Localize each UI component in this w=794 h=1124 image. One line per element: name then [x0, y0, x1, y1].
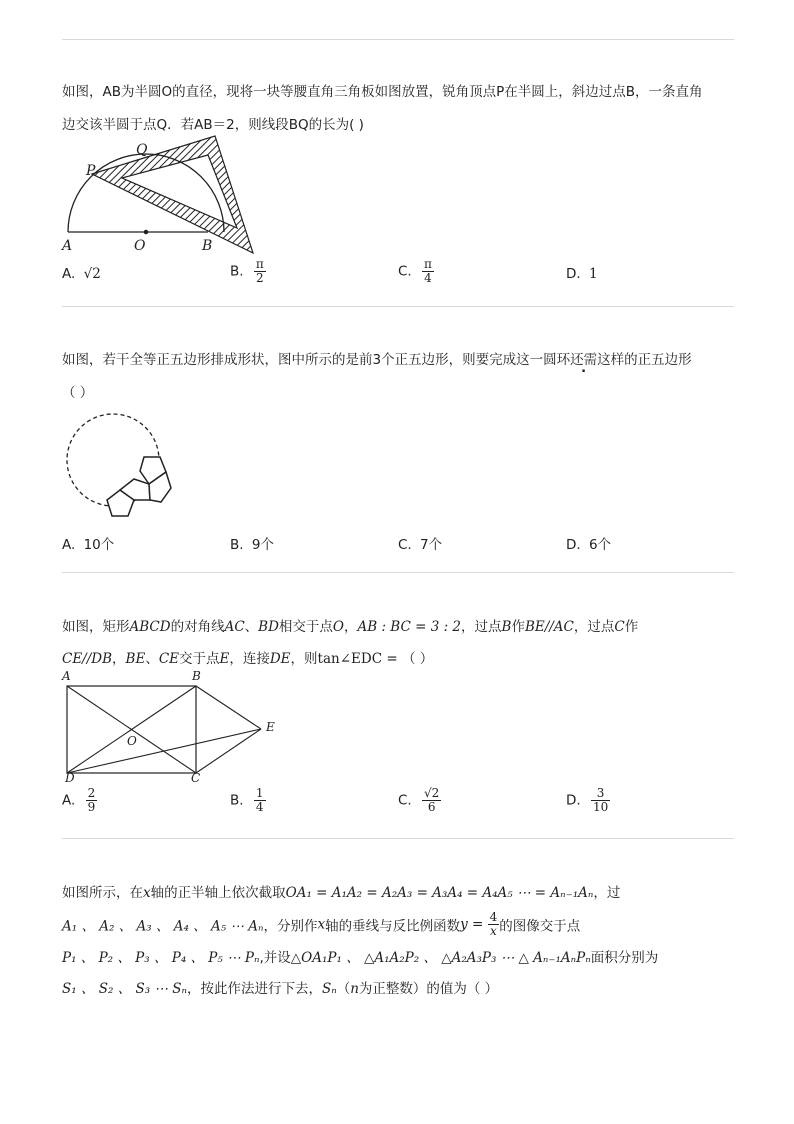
q4-math: Sₙ [321, 981, 337, 997]
q2-text-line1 [62, 348, 692, 368]
q2-text-line2: （ ） [62, 385, 94, 401]
option-value: 10个 [83, 537, 115, 553]
q3-text: 、 [244, 619, 259, 635]
fraction-denominator: 10 [592, 800, 609, 814]
q4-text-line3 [62, 946, 658, 966]
q3-math: AC [224, 619, 245, 635]
q4-text: ，过 [593, 885, 621, 901]
q3-label-A: A [62, 669, 71, 683]
q4-text: 轴的正半轴上依次截取 [150, 885, 286, 901]
q3-text: ，则 [290, 651, 318, 667]
q3-text-line2 [62, 647, 433, 667]
fraction-denominator: 4 [424, 271, 432, 285]
q3-text: ，过点 [461, 619, 502, 635]
q4-text: 轴的垂线与反比例函数 [325, 918, 461, 935]
fraction-numerator: 2 [87, 786, 96, 800]
q3-math: BD [258, 619, 279, 635]
q4-math: OA₁ = A₁A₂ = A₂A₃ = A₃A₄ = A₄A₅ ⋯ = Aₙ₋₁Aₙ [285, 885, 594, 901]
fraction-denominator: x [490, 924, 497, 938]
option-value: 7个 [420, 537, 443, 553]
option-letter: D. [566, 266, 581, 282]
fraction-numerator: √2 [424, 786, 440, 800]
q3-segment-ce [196, 729, 261, 773]
q1-label-A: A [62, 238, 73, 254]
q3-text-line1 [62, 615, 638, 635]
fraction-numerator: 3 [591, 787, 610, 801]
fraction-denominator: 2 [255, 271, 264, 285]
q2-emphasis: 还需 [570, 352, 598, 368]
option-letter: A. [62, 266, 76, 282]
q3-segment-be [196, 686, 261, 729]
q4-math: y = [460, 916, 488, 933]
q3-label-D: D [65, 771, 75, 785]
q3-text: 如图，矩形 [62, 619, 130, 635]
q1-option-a[interactable] [62, 266, 101, 282]
q3-figure [60, 680, 280, 780]
q3-math: E [219, 651, 230, 667]
option-letter: A. [62, 792, 76, 809]
q3-label-O: O [127, 734, 137, 748]
q4-text: 面积分别为 [590, 950, 659, 966]
q3-math: B [501, 619, 512, 635]
q1-figure [60, 132, 265, 257]
q3-option-a[interactable] [62, 787, 97, 814]
q1-center-dot [144, 230, 149, 235]
option-letter: B. [230, 263, 244, 280]
q3-option-c[interactable] [398, 787, 441, 814]
option-letter: C. [398, 537, 412, 553]
divider-q2 [62, 572, 734, 573]
q1-label-P: P [86, 163, 96, 179]
q2-option-b[interactable] [230, 533, 274, 553]
q4-math: P₁ 、 P₂ 、 P₃ 、 P₄ 、 P₅ ⋯ Pₙ [62, 950, 260, 966]
q4-text: 如图所示，在 [62, 885, 143, 901]
q2-text: 如图，若干全等正五边形排成形状，图中所示的是前3个正五边形，则要完成这一圆环 [62, 352, 571, 368]
q3-text: ， [344, 619, 358, 635]
q4-text: 为正整数）的值为（ ） [358, 981, 499, 997]
q2-figure [60, 410, 180, 525]
fraction-denominator: 4 [255, 800, 264, 814]
option-fraction [422, 258, 434, 285]
q1-text-line2: 边交该半圆于点Q．若AB＝2，则线段BQ的长为( ) [62, 117, 364, 133]
fraction-numerator: 4 [489, 910, 498, 924]
q3-text: 交于点 [179, 651, 220, 667]
q3-text: （ ） [401, 651, 434, 667]
q3-math: C [614, 619, 625, 635]
q3-text: ，连接 [229, 651, 270, 667]
q3-math: AB : BC = 3 : 2 [357, 619, 462, 635]
q2-option-c[interactable] [398, 533, 442, 553]
q3-text: 的对角线 [170, 619, 225, 635]
q3-segment-de [67, 729, 261, 773]
option-value: 9个 [251, 537, 274, 553]
q4-math: S₁ 、 S₂ 、 S₃ ⋯ Sₙ [62, 981, 187, 997]
q4-math: n [350, 981, 359, 997]
q2-option-d[interactable] [566, 533, 611, 553]
fraction-numerator: π [424, 257, 432, 271]
q3-option-d[interactable] [566, 787, 610, 814]
q4-text-line2 [62, 911, 580, 938]
option-letter: D. [566, 537, 581, 553]
divider-q1 [62, 306, 734, 307]
q3-math: CE//DB [62, 651, 113, 667]
option-value: 1 [588, 266, 598, 282]
q3-option-b[interactable] [230, 787, 266, 814]
q1-option-d[interactable] [566, 266, 598, 282]
q3-text: 作 [624, 619, 639, 635]
q4-text: ,并设 [259, 950, 291, 966]
q4-math: x [143, 885, 151, 901]
q1-text-line1: 如图，AB为半圆O的直径，现将一块等腰直角三角板如图放置，锐角顶点P在半圆上，斜边过点B，一条直角 [62, 84, 703, 100]
q4-text: ，按此作法进行下去， [186, 981, 322, 997]
option-letter: A. [62, 537, 76, 553]
q3-math: ABCD [129, 619, 171, 635]
q4-text: （ [336, 981, 351, 997]
option-letter: C. [398, 263, 412, 280]
q3-math: BE//AC [524, 619, 574, 635]
q3-text: ，过点 [573, 619, 615, 635]
q3-math: tan∠EDC = [317, 651, 402, 667]
q1-option-c[interactable] [398, 258, 434, 285]
fraction-numerator: 1 [255, 786, 264, 800]
option-fraction [591, 787, 610, 814]
option-fraction [254, 787, 266, 814]
q4-fraction [488, 911, 500, 938]
option-value: 6个 [588, 537, 612, 553]
q2-text: 这样的正五边形 [597, 352, 692, 368]
q4-math: x [317, 916, 326, 933]
option-letter: C. [398, 792, 412, 809]
q4-text-line1 [62, 881, 620, 901]
q3-math: BE [125, 651, 146, 667]
option-letter: B. [230, 537, 244, 553]
divider-q3 [62, 838, 734, 839]
q3-text: 、 [145, 651, 159, 667]
q3-label-E: E [266, 720, 275, 734]
option-fraction [422, 787, 441, 814]
q4-text: ，分别作 [263, 918, 318, 935]
q3-label-B: B [192, 669, 201, 683]
fraction-denominator: 9 [87, 800, 96, 814]
q3-math: CE [158, 651, 179, 667]
q4-math: A₁ 、 A₂ 、 A₃ 、 A₄ 、 A₅ ⋯ Aₙ [62, 918, 264, 935]
divider-top [62, 39, 734, 40]
q3-label-C: C [191, 771, 201, 785]
fraction-numerator: π [255, 257, 264, 271]
q1-set-square [92, 136, 253, 253]
option-letter: D. [566, 792, 581, 809]
q4-math: △OA₁P₁ 、 △A₁A₂P₂ 、 △A₂A₃P₃ ⋯ △ Aₙ₋₁AₙPₙ [290, 950, 591, 966]
q3-math: DE [269, 651, 291, 667]
option-fraction [86, 787, 98, 814]
option-fraction [254, 258, 266, 285]
option-letter: B. [230, 792, 244, 809]
q1-label-O: O [134, 238, 146, 254]
q3-text: 相交于点 [278, 619, 333, 635]
q3-math: O [332, 619, 344, 635]
q1-label-Q: Q [136, 142, 148, 158]
q4-text-line4 [62, 977, 498, 997]
q2-option-a[interactable] [62, 533, 114, 553]
q1-option-b[interactable] [230, 258, 266, 285]
q1-label-B: B [202, 238, 213, 254]
q3-text: 作 [511, 619, 525, 635]
option-value: √2 [83, 266, 101, 282]
q4-text: 的图像交于点 [499, 918, 581, 935]
q3-text: ， [112, 651, 126, 667]
fraction-denominator: 6 [427, 800, 436, 814]
